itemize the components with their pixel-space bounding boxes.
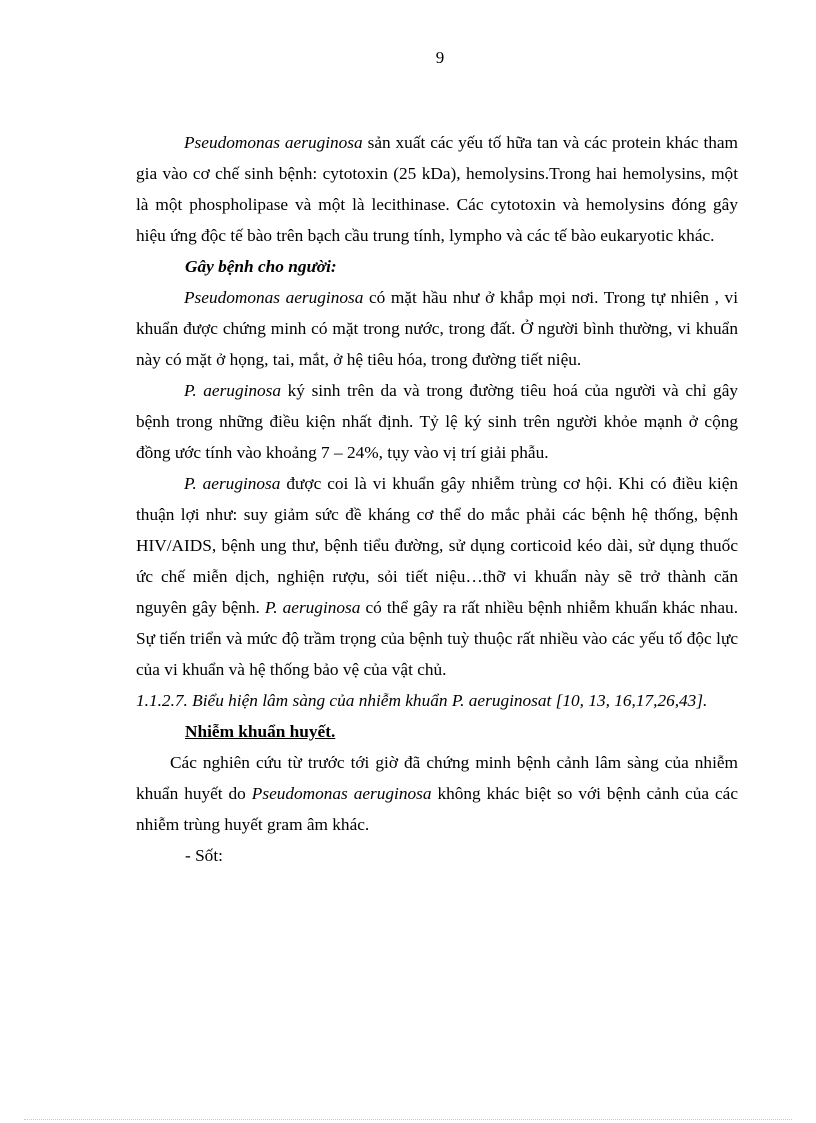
paragraph-text: ký sinh trên da và trong đường tiêu hoá của người và chỉ gây bệnh trong những điều kiện nhất định. Tỷ lệ ký sinh trên người khỏe mạnh ở cộng đồng ước tính vào khoảng 7 – 24%, tụy vào vị trí giải phẫu. xyxy=(136,381,739,462)
paragraph-text: có mặt hầu như ở khắp mọi nơi. Trong tự nhiên , vi khuẩn được chứng minh có mặt trong nước, trong đất. Ở người bình thường, vi khuẩn này có mặt ở họng, tai, mắt, ở hệ tiêu hóa, trong đường tiết niệu. xyxy=(136,288,738,369)
page-bottom-divider xyxy=(24,1119,792,1120)
species-name: P. aeruginosa xyxy=(264,598,361,617)
species-name: Pseudomonas aeruginosa xyxy=(184,133,363,152)
heading-bacteremia: Nhiễm khuẩn huyết. xyxy=(185,722,336,741)
page-number: 9 xyxy=(435,48,445,67)
paragraph-text: không khác biệt so với bệnh cảnh của các nhiễm trùng huyết gram âm khác. xyxy=(136,784,739,834)
heading-disease-in-humans: Gây bệnh cho người: xyxy=(185,257,337,276)
paragraph-bacteremia xyxy=(136,747,738,840)
species-name: Pseudomonas aeruginosa xyxy=(251,784,432,803)
document-body xyxy=(136,127,738,871)
species-name: P. aeruginosa xyxy=(184,474,281,493)
section-heading-clinical-manifestations: 1.1.2.7. Biểu hiện lâm sàng của nhiễm khuẩn P. aeruginosat [10, 13, 16,17,26,43]. xyxy=(136,691,708,710)
paragraph-virulence-factors xyxy=(136,127,738,251)
paragraph-colonization xyxy=(136,375,738,468)
paragraph-text: được coi là vi khuẩn gây nhiễm trùng cơ hội. Khi có điều kiện thuận lợi như: suy giảm sức đề kháng cơ thể do mắc phải các bệnh hệ thống, bệnh HIV/AIDS, bệnh ung thư, bệnh tiểu đường, sử dụng corticoid kéo dài, sử dụng thuốc ức chế miễn dịch, nghiện rượu, sỏi tiết niệu…thỡ vi khuẩn này sẽ trở thành căn nguyên gây bệnh. xyxy=(136,474,739,617)
paragraph-habitat xyxy=(136,282,738,375)
paragraph-opportunistic-infection xyxy=(136,468,738,685)
paragraph-text: có thể gây ra rất nhiều bệnh nhiễm khuẩn khác nhau. Sự tiến triển và mức độ trầm trọng của bệnh tuỳ thuộc rất nhiều vào các yếu tố độc lực của vi khuẩn và hệ thống bảo vệ của vật chủ. xyxy=(136,598,739,679)
list-item-fever: - Sốt: xyxy=(185,846,223,865)
paragraph-text: sản xuất các yếu tố hữa tan và các protein khác tham gia vào cơ chế sinh bệnh: cytotoxin (25 kDa), hemolysins.Trong hai hemolysins, một là một phospholipase và một là lecithinase. Các cytotoxin và hemolysins đóng gây hiệu ứng độc tế bào trên bạch cầu trung tính, lympho và các tế bào eukaryotic khác. xyxy=(136,133,738,245)
species-name: Pseudomonas aeruginosa xyxy=(184,288,364,307)
paragraph-text: Các nghiên cứu từ trước tới giờ đã chứng minh bệnh cảnh lâm sàng của nhiễm khuẩn huyết do xyxy=(136,753,738,803)
species-name: P. aeruginosa xyxy=(184,381,282,400)
